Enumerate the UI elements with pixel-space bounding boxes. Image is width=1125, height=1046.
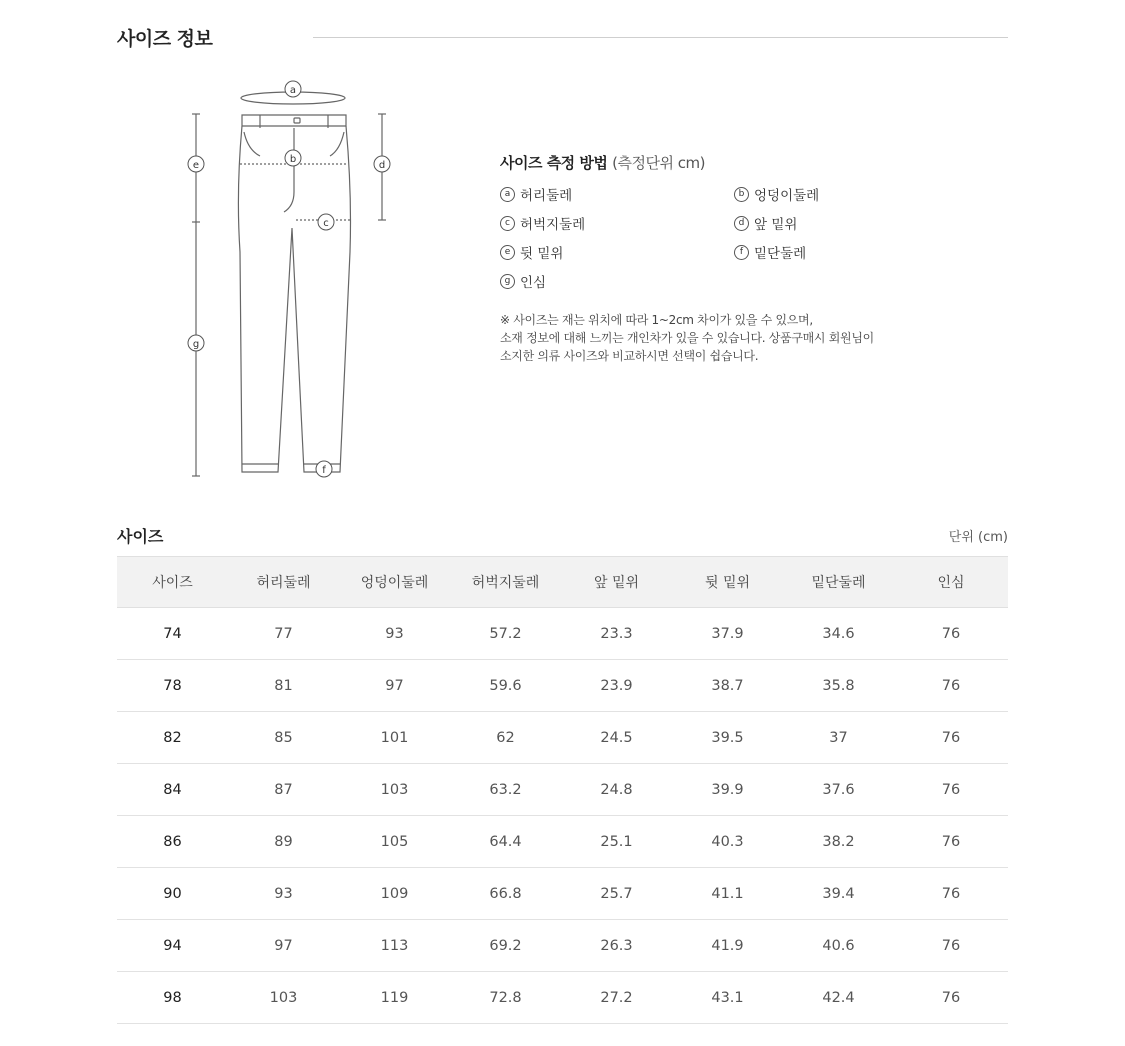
svg-text:g: g: [192, 339, 200, 350]
cell: 77: [228, 608, 339, 660]
cell: 105: [339, 816, 450, 868]
legend-item-hem: f 밑단둘레: [734, 242, 968, 262]
table-row: [117, 660, 1008, 712]
cell: 26.3: [561, 920, 672, 972]
header-hem: 밑단둘레: [783, 557, 894, 608]
title-divider: [313, 37, 1008, 38]
cell: 76: [894, 608, 1008, 660]
size-table: [117, 556, 1008, 1024]
cell: 40.6: [783, 920, 894, 972]
page-title: 사이즈 정보: [117, 28, 213, 50]
cell: 34.6: [783, 608, 894, 660]
cell: 103: [228, 972, 339, 1024]
cell: 59.6: [450, 660, 561, 712]
cell-size: 78: [117, 660, 228, 712]
marker-f-icon: f: [734, 245, 749, 260]
marker-c: [318, 214, 334, 230]
cell: 27.2: [561, 972, 672, 1024]
cell: 72.8: [450, 972, 561, 1024]
legend-item-thigh: c 허벅지둘레: [500, 213, 734, 233]
cell: 39.4: [783, 868, 894, 920]
cell-size: 90: [117, 868, 228, 920]
cell: 109: [339, 868, 450, 920]
cell: 64.4: [450, 816, 561, 868]
cell: 43.1: [672, 972, 783, 1024]
method-unit: (측정단위 cm): [612, 154, 705, 172]
marker-c-icon: c: [500, 216, 515, 231]
size-table-title: 사이즈: [117, 527, 164, 546]
table-row: [117, 816, 1008, 868]
table-row: [117, 764, 1008, 816]
cell: 89: [228, 816, 339, 868]
cell: 87: [228, 764, 339, 816]
cell: 76: [894, 972, 1008, 1024]
marker-g-icon: g: [500, 274, 515, 289]
cell: 93: [228, 868, 339, 920]
cell: 37.9: [672, 608, 783, 660]
header-size: 사이즈: [117, 557, 228, 608]
cell: 76: [894, 868, 1008, 920]
cell-size: 74: [117, 608, 228, 660]
marker-g: [188, 335, 204, 351]
cell: 39.9: [672, 764, 783, 816]
cell: 25.7: [561, 868, 672, 920]
header-back-rise: 뒷 밑위: [672, 557, 783, 608]
size-table-unit: 단위 (cm): [948, 530, 1008, 545]
table-row: [117, 868, 1008, 920]
marker-b-icon: b: [734, 187, 749, 202]
cell: 25.1: [561, 816, 672, 868]
size-table-header-row: [117, 557, 1008, 608]
method-title: 사이즈 측정 방법 (측정단위 cm): [500, 154, 705, 172]
size-note: ※ 사이즈는 재는 위치에 따라 1~2cm 차이가 있을 수 있으며, 소재 정보에 대해 느끼는 개인차가 있을 수 있습니다. 상품구매시 회원님이 소지한 의류 사이즈와 비교하시면 선택이 쉽습니다.: [500, 313, 874, 363]
cell: 103: [339, 764, 450, 816]
cell: 35.8: [783, 660, 894, 712]
cell: 97: [339, 660, 450, 712]
table-row: [117, 920, 1008, 972]
cell: 113: [339, 920, 450, 972]
cell: 41.1: [672, 868, 783, 920]
pants-diagram: [180, 72, 410, 492]
cell-size: 86: [117, 816, 228, 868]
svg-text:c: c: [323, 218, 329, 229]
cell: 38.7: [672, 660, 783, 712]
svg-text:e: e: [192, 160, 200, 171]
cell: 39.5: [672, 712, 783, 764]
marker-a: [285, 81, 301, 97]
cell: 85: [228, 712, 339, 764]
table-row: [117, 608, 1008, 660]
cell: 66.8: [450, 868, 561, 920]
measurement-legend: [500, 184, 980, 291]
cell: 76: [894, 920, 1008, 972]
legend-item-inseam: g 인심: [500, 271, 734, 291]
svg-text:f: f: [322, 465, 326, 476]
table-row: [117, 712, 1008, 764]
header-thigh: 허벅지둘레: [450, 557, 561, 608]
cell: 57.2: [450, 608, 561, 660]
header-hip: 엉덩이둘레: [339, 557, 450, 608]
legend-item-hip: b 엉덩이둘레: [734, 184, 968, 204]
cell: 81: [228, 660, 339, 712]
cell-size: 84: [117, 764, 228, 816]
cell: 42.4: [783, 972, 894, 1024]
cell: 37.6: [783, 764, 894, 816]
cell: 69.2: [450, 920, 561, 972]
marker-f: [316, 461, 332, 477]
cell: 119: [339, 972, 450, 1024]
svg-text:b: b: [289, 154, 297, 165]
cell: 23.3: [561, 608, 672, 660]
header-waist: 허리둘레: [228, 557, 339, 608]
table-row: [117, 972, 1008, 1024]
marker-d-icon: d: [734, 216, 749, 231]
cell: 76: [894, 816, 1008, 868]
cell: 76: [894, 660, 1008, 712]
cell: 76: [894, 712, 1008, 764]
marker-e: [188, 156, 204, 172]
cell: 76: [894, 764, 1008, 816]
svg-text:a: a: [289, 85, 297, 96]
header-front-rise: 앞 밑위: [561, 557, 672, 608]
header-inseam: 인심: [894, 557, 1008, 608]
cell: 62: [450, 712, 561, 764]
legend-item-front-rise: d 앞 밑위: [734, 213, 968, 233]
marker-d: [374, 156, 390, 172]
svg-text:d: d: [378, 160, 386, 171]
cell-size: 82: [117, 712, 228, 764]
cell-size: 94: [117, 920, 228, 972]
cell: 93: [339, 608, 450, 660]
marker-b: [285, 150, 301, 166]
cell: 101: [339, 712, 450, 764]
cell: 23.9: [561, 660, 672, 712]
legend-item-back-rise: e 뒷 밑위: [500, 242, 734, 262]
cell: 63.2: [450, 764, 561, 816]
marker-e-icon: e: [500, 245, 515, 260]
cell: 37: [783, 712, 894, 764]
cell: 41.9: [672, 920, 783, 972]
cell-size: 98: [117, 972, 228, 1024]
measurement-method: [500, 152, 980, 365]
cell: 38.2: [783, 816, 894, 868]
legend-item-waist: a 허리둘레: [500, 184, 734, 204]
cell: 40.3: [672, 816, 783, 868]
cell: 24.5: [561, 712, 672, 764]
cell: 24.8: [561, 764, 672, 816]
cell: 97: [228, 920, 339, 972]
marker-a-icon: a: [500, 187, 515, 202]
